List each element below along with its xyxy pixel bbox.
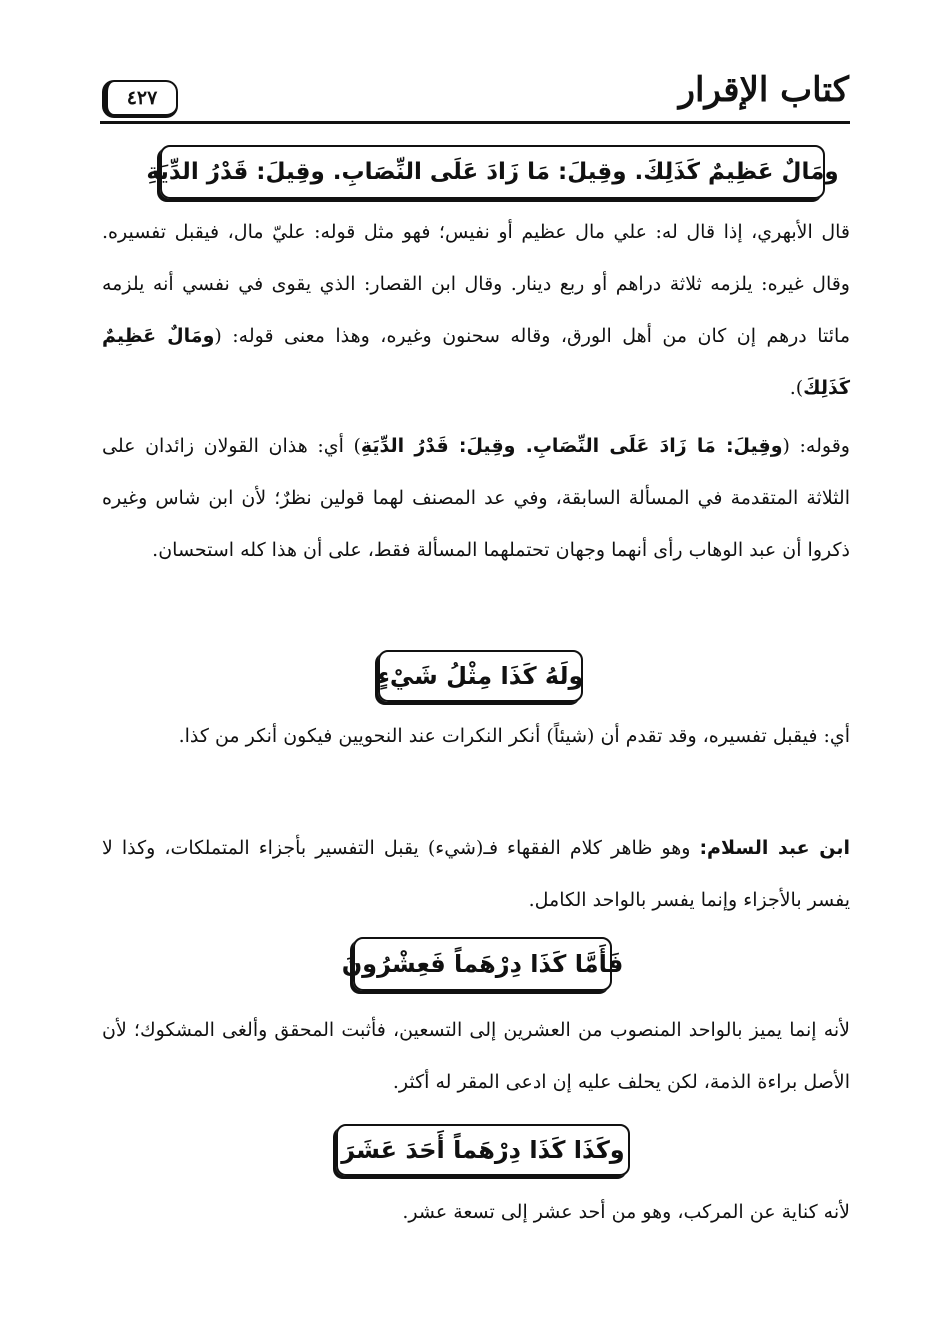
paragraph-text: قال الأبهري، إذا قال له: علي مال عظيم أو نفيس؛ فهو مثل قوله: عليّ مال، فيقبل تفسيره. وقال غيره: يلزمه ثلاثة دراهم أو ربع دينار. وقال ابن القصار: الذي يقوى في نفسي أنه يلزمه مائتا درهم إن كان من أهل الورق، وقاله سحنون وغيره، وهذا معنى قوله: ( [102,221,851,347]
commentary-paragraph-4 [102,822,850,926]
matn-quote: وقِيلَ: مَا زَادَ عَلَى النِّصَابِ. وقِيلَ: قَدْرُ الدِّيَةِ [360,435,783,457]
running-head-title: كتاب الإقرار [678,70,849,110]
cited-scholar-name: ابن عبد السلام: [699,837,850,859]
matn-box-3: فَأَمَّا كَذَا دِرْهَماً فَعِشْرُونَ [353,937,612,991]
commentary-paragraph-2 [102,420,850,630]
commentary-paragraph-5 [102,1004,850,1108]
paragraph-text: لأنه كناية عن المركب، وهو من أحد عشر إلى تسعة عشر. [402,1201,850,1223]
matn-quote: ومَالٌ عَظِيمٌ كَذَلِكَ [102,325,850,399]
matn-box-2: ولَهُ كَذَا مِثْلُ شَيْءٍ [378,650,583,702]
paragraph-text: وهو ظاهر كلام الفقهاء فـ(شيء) يقبل التفسير بأجزاء المتملكات، وكذا لا يفسر بالأجزاء وإنما يفسر بالواحد الكامل. [102,837,850,911]
paragraph-lead: وقوله: ( [782,435,850,457]
commentary-paragraph-1 [102,206,850,416]
paragraph-tail: ). [789,377,804,399]
matn-box-4: وكَذَا كَذَا دِرْهَماً أَحَدَ عَشَرَ [336,1124,630,1176]
paragraph-text: لأنه إنما يميز بالواحد المنصوب من العشرين إلى التسعين، فأثبت المحقق وألغى المشكوك؛ لأن الأصل براءة الذمة، لكن يحلف عليه إن ادعى المقر له أكثر. [102,1019,851,1093]
commentary-paragraph-3 [102,710,850,814]
matn-box-1: ومَالٌ عَظِيمٌ كَذَلِكَ. وقِيلَ: مَا زَادَ عَلَى النِّصَابِ. وقِيلَ: قَدْرُ الدِّيَةِ [160,145,825,199]
commentary-paragraph-6 [102,1186,850,1238]
page-number: ٤٢٧ [102,80,178,118]
header-divider [100,121,850,124]
paragraph-text: أي: فيقبل تفسيره، وقد تقدم أن (شيئاً) أنكر النكرات عند النحويين فيكون أنكر من كذا. [178,725,850,747]
paragraph-text: ) أي: هذان القولان زائدان على الثلاثة المتقدمة في المسألة السابقة، وفي عد المصنف لهما قولين نظرٌ؛ لأن ابن شاس وغيره ذكروا أن عبد الوهاب رأى أنهما وجهان تحتملهما المسألة فقط، على أن هذا كله استحسان. [102,435,850,561]
